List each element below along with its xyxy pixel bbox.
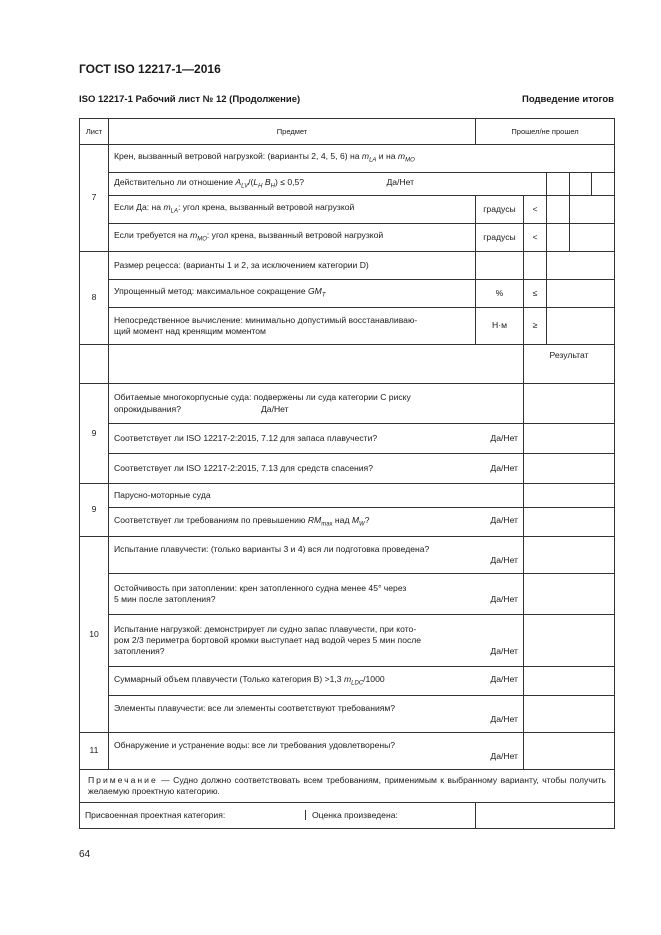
table-row — [80, 537, 615, 574]
note-label: Примечание — [88, 775, 158, 785]
worksheet-title: ISO 12217-1 Рабочий лист № 12 (Продолжение) — [79, 94, 301, 105]
col-passfail-header: Прошел/не прошел — [476, 119, 615, 145]
note-text: — Судно должно соответствовать всем требованиям, применимым к выбранному варианту, чтобы получить желаемую проектную категорию. — [88, 775, 607, 797]
table-row — [80, 424, 615, 454]
operator-cell: < — [524, 196, 547, 224]
unit-cell: градусы — [476, 196, 524, 224]
table-row — [80, 173, 615, 196]
result-cell[interactable] — [524, 733, 615, 770]
result-cell[interactable] — [524, 574, 615, 615]
answer-cell[interactable] — [547, 173, 570, 196]
table-row — [80, 696, 615, 733]
result-cell[interactable] — [524, 484, 615, 508]
flotation-test-question: Испытание плавучести: (только варианты 3 и 4) вся ли подготовка проведена? Да/Нет — [109, 537, 524, 574]
value-cell[interactable] — [547, 308, 615, 345]
sheet-number: 10 — [80, 537, 109, 733]
table-header-row — [80, 119, 615, 145]
unit-cell: Н·м — [476, 308, 524, 345]
unit-cell: % — [476, 280, 524, 308]
value-cell[interactable] — [547, 196, 570, 224]
footer-row — [80, 803, 615, 829]
blank-cell — [524, 252, 547, 280]
rescue-question: Соответствует ли ISO 12217-2:2015, 7.13 для средств спасения? Да/Нет — [109, 454, 524, 484]
note-row — [80, 770, 615, 803]
result-cell[interactable] — [524, 424, 615, 454]
operator-cell: < — [524, 224, 547, 252]
value-cell[interactable] — [570, 196, 615, 224]
assigned-category-cell[interactable] — [80, 803, 476, 829]
table-row — [80, 196, 615, 224]
result-cell[interactable] — [524, 615, 615, 667]
result-cell[interactable] — [524, 537, 615, 574]
table-row — [80, 280, 615, 308]
simplified-method: Упрощенный метод: максимальное сокращение $GM_T$ — [109, 280, 476, 308]
page-number: 64 — [79, 849, 91, 860]
load-test-question: Испытание нагрузкой: демонстрирует ли судно запас плавучести, при кото- ром 2/3 периметра бортовой кромки выступает над водой через 5 мин после затопления? Да/Нет — [109, 615, 524, 667]
result-cell[interactable] — [524, 508, 615, 537]
elements-question: Элементы плавучести: все ли элементы соответствуют требованиям? Да/Нет — [109, 696, 524, 733]
blank-cell — [547, 252, 615, 280]
sheet-number: 11 — [80, 733, 109, 770]
blank-cell — [80, 345, 109, 384]
table-row — [80, 484, 615, 508]
sheet-number: 8 — [80, 252, 109, 345]
value-cell[interactable] — [570, 224, 615, 252]
value-cell[interactable] — [547, 280, 615, 308]
volume-question: Суммарный объем плавучести (Только категория В) >1,3 $m_{LDC}/1000$ Да/Нет — [109, 667, 524, 696]
result-cell[interactable] — [524, 696, 615, 733]
rm-question: Соответствует ли требованиям по превышению $RM_{max}$ над $M_W$? Да/Нет — [109, 508, 524, 537]
table-row — [80, 252, 615, 280]
answer-cell[interactable] — [570, 173, 592, 196]
signature-cell[interactable] — [476, 803, 615, 829]
multihull-question: Обитаемые многокорпусные суда: подвержены ли суда категории С риску опрокидывания? Да/Нет — [109, 384, 524, 424]
result-row — [80, 345, 615, 384]
table-row — [80, 508, 615, 537]
flooded-stability-question: Остойчивость при затоплении: крен затопленного судна менее 45° через 5 мин после затопления? Да/Нет — [109, 574, 524, 615]
table-row — [80, 224, 615, 252]
motor-sail-heading: Парусно-моторные суда — [109, 484, 524, 508]
water-question: Обнаружение и устранение воды: все ли требования удовлетворены? Да/Нет — [109, 733, 524, 770]
table-row — [80, 667, 615, 696]
table-row — [80, 574, 615, 615]
table-row — [80, 733, 615, 770]
operator-cell: ≥ — [524, 308, 547, 345]
col-subject-header: Предмет — [109, 119, 476, 145]
unit-cell: градусы — [476, 224, 524, 252]
section-title: Подведение итогов — [522, 94, 614, 105]
ratio-question: Действительно ли отношение $A_{LV}/(L_H$ $B_H) \le 0,5$? Да/Нет — [109, 173, 547, 196]
document-code: ГОСТ ISO 12217-1—2016 — [79, 62, 221, 76]
table-row — [80, 454, 615, 484]
buoyancy-question: Соответствует ли ISO 12217-2:2015, 7.12 для запаса плавучести? Да/Нет — [109, 424, 524, 454]
result-label: Результат — [524, 345, 615, 384]
recess-heading: Размер рецесса: (варианты 1 и 2, за исключением категории D) — [109, 252, 476, 280]
result-cell[interactable] — [524, 454, 615, 484]
assigned-category-label: Присвоенная проектная категория: — [85, 810, 226, 821]
sheet-number: 9 — [80, 484, 109, 537]
heel-wind-heading: Крен, вызванный ветровой нагрузкой: (варианты 2, 4, 5, 6) на $m_{LA}$ и на $m_{MO}$ — [109, 145, 615, 173]
col-sheet-header: Лист — [80, 119, 109, 145]
operator-cell: ≤ — [524, 280, 547, 308]
table-row — [80, 308, 615, 345]
blank-cell — [476, 252, 524, 280]
assessed-by-label: Оценка произведена: — [305, 810, 398, 820]
result-cell[interactable] — [524, 667, 615, 696]
heel-angle-la: Если Да: на $m_{LA}$: угол крена, вызванный ветровой нагрузкой — [109, 196, 476, 224]
yes-no-label: Да/Нет — [386, 176, 415, 187]
answer-cell[interactable] — [592, 173, 615, 196]
blank-cell — [109, 345, 524, 384]
table-row — [80, 615, 615, 667]
worksheet-table — [79, 118, 615, 829]
direct-calculation: Непосредственное вычисление: минимально допустимый восстанавливаю- щий момент над кренящим моментом — [109, 308, 476, 345]
table-row — [80, 145, 615, 173]
table-row — [80, 384, 615, 424]
value-cell[interactable] — [547, 224, 570, 252]
sheet-number: 7 — [80, 145, 109, 252]
note — [80, 770, 615, 803]
heel-angle-mo: Если требуется на $m_{MO}$: угол крена, вызванный ветровой нагрузкой — [109, 224, 476, 252]
result-cell[interactable] — [524, 384, 615, 424]
sheet-number: 9 — [80, 384, 109, 484]
